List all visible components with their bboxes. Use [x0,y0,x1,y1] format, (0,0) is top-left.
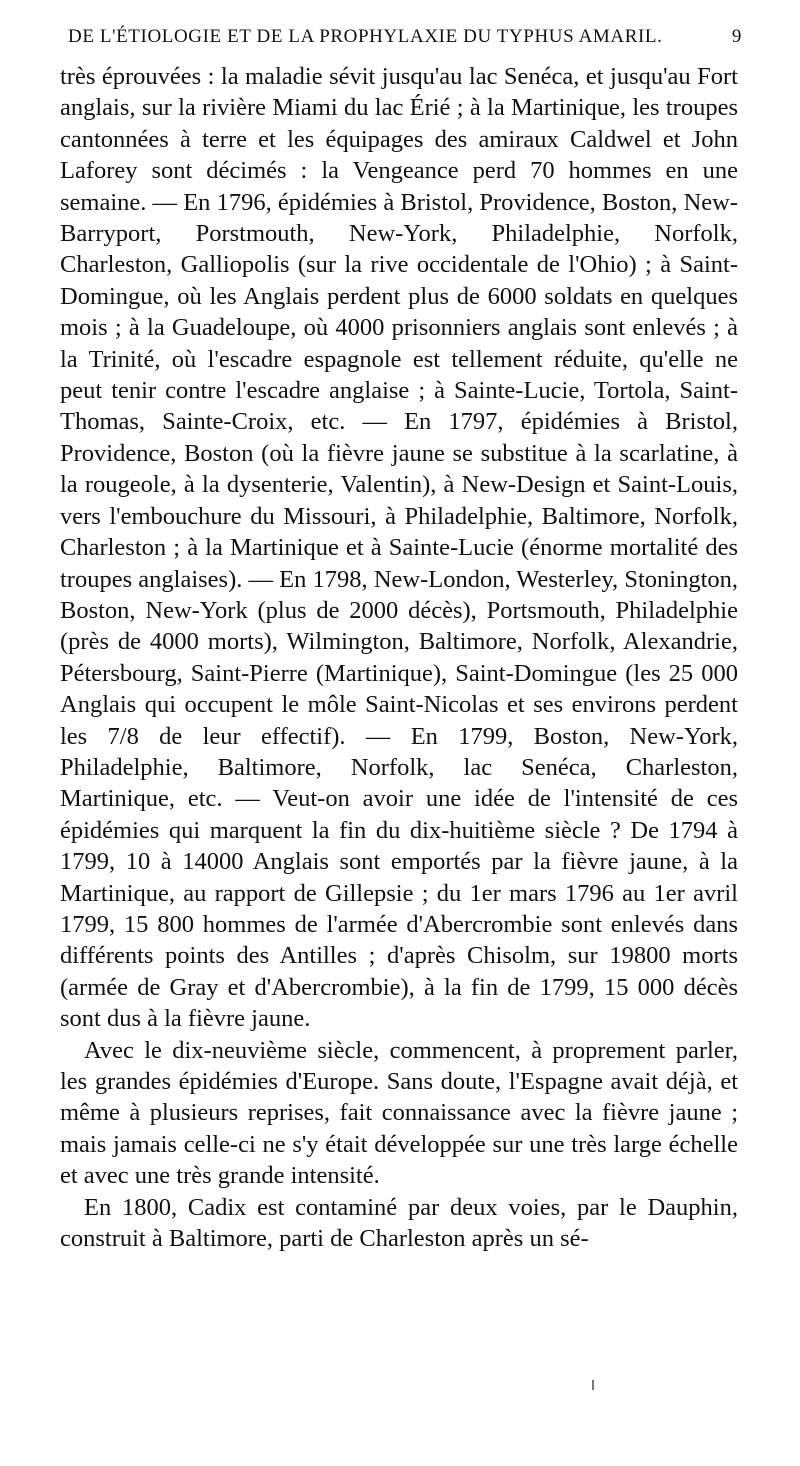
paragraph-3: En 1800, Cadix est contaminé par deux voies, par le Dauphin, construit à Baltimore, parti de Charleston après un sé- [60,1193,738,1253]
running-title: DE L'ÉTIOLOGIE ET DE LA PROPHYLAXIE DU TYPHUS AMARIL. [68,26,663,47]
paragraph-2: Avec le dix-neuvième siècle, commencent, à proprement parler, les grandes épidémies d'Europe. Sans doute, l'Espagne avait déjà, et même à plusieurs reprises, fait connaissance avec la fièvre jaune ; mais jamais celle-ci ne s'y était développée sur une très large échelle et avec une très grande intensité. [60,1036,738,1190]
body-text [60,61,738,1254]
page-number: 9 [731,26,742,47]
print-mark [592,1380,594,1390]
paragraph-1: très éprouvées : la maladie sévit jusqu'au lac Senéca, et jusqu'au Fort anglais, sur la rivière Miami du lac Érié ; à la Martinique, les troupes cantonnées à terre et les équipages des amiraux Caldwel et John Laforey sont décimés : la Vengeance perd 70 hommes en une semaine. — En 1796, épidémies à Bristol, Providence, Boston, New-Barryport, Porstmouth, New-York, Philadelphie, Norfolk, Charleston, Galliopolis (sur la rive occidentale de l'Ohio) ; à Saint-Domingue, où les Anglais perdent plus de 6000 soldats en quelques mois ; à la Guadeloupe, où 4000 prisonniers anglais sont enlevés ; à la Trinité, où l'escadre espagnole est tellement réduite, qu'elle ne peut tenir contre l'escadre anglaise ; à Sainte-Lucie, Tortola, Saint-Thomas, Sainte-Croix, etc. — En 1797, épidémies à Bristol, Providence, Boston (où la fièvre jaune se substitue à la scarlatine, à la rougeole, à la dysenterie, Valentin), à New-Design et Saint-Louis, vers l'embouchure du Missouri, à Philadelphie, Baltimore, Norfolk, Charleston ; à la Martinique et à Sainte-Lucie (énorme mortalité des troupes anglaises). — En 1798, New-London, Westerley, Stonington, Boston, New-York (plus de 2000 décès), Portsmouth, Philadelphie (près de 4000 morts), Wilmington, Baltimore, Norfolk, Alexandrie, Pétersbourg, Saint-Pierre (Martinique), Saint-Domingue (les 25 000 Anglais qui occupent le môle Saint-Nicolas et ses environs perdent les 7/8 de leur effectif). — En 1799, Boston, New-York, Philadelphie, Baltimore, Norfolk, lac Senéca, Charleston, Martinique, etc. — Veut-on avoir une idée de l'intensité de ces épidémies qui marquent la fin du dix-huitième siècle ? De 1794 à 1799, 10 à 14000 Anglais sont emportés par la fièvre jaune, à la Martinique, au rapport de Gillepsie ; du 1er mars 1796 au 1er avril 1799, 15 800 hommes de l'armée d'Abercrombie sont enlevés dans différents points des Antilles ; d'après Chisolm, sur 19800 morts (armée de Gray et d'Abercrombie), à la fin de 1799, 15 000 décès sont dus à la fièvre jaune. [60,63,738,1033]
running-header [66,26,742,54]
